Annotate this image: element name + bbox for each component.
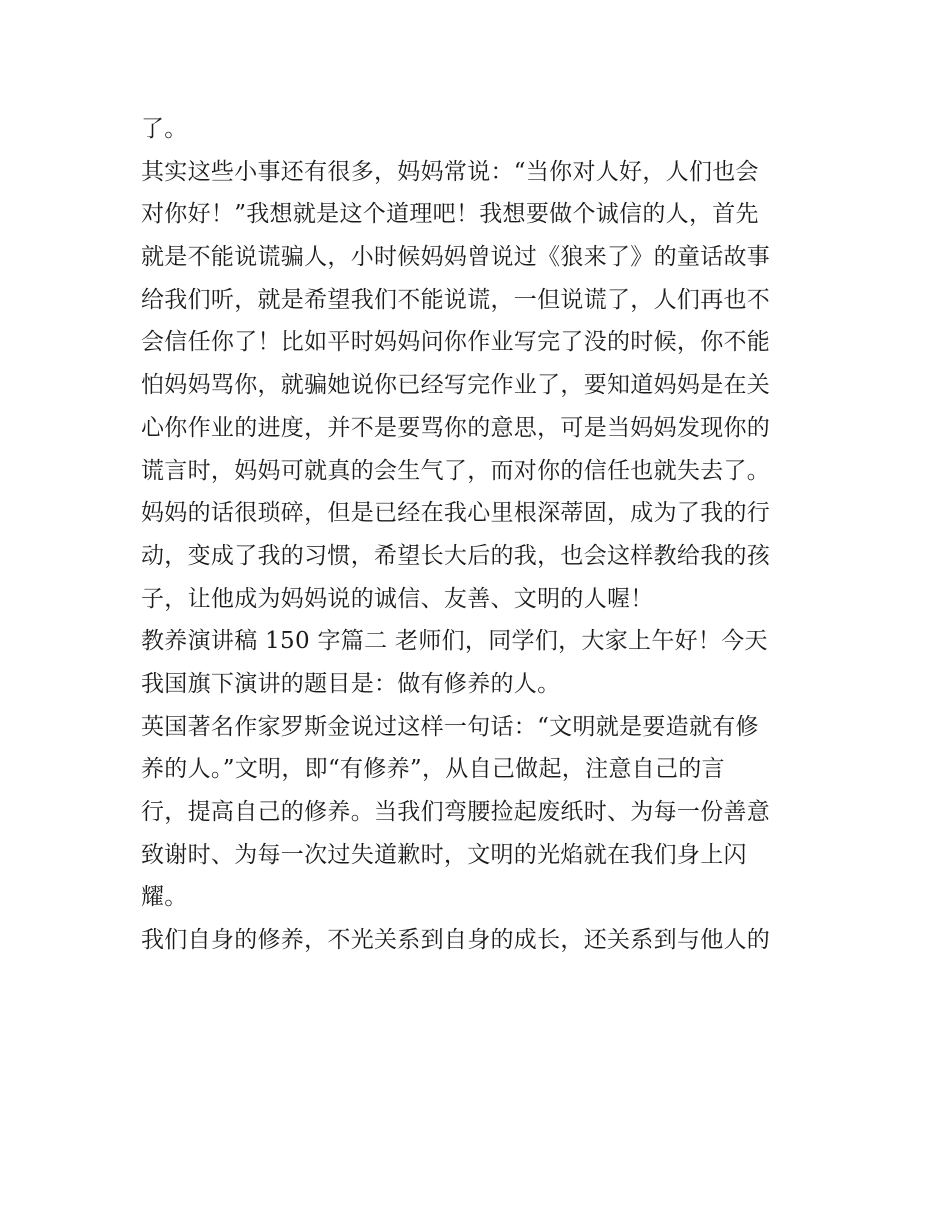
text-line: 了。 <box>141 116 188 142</box>
text-line: 对你好！”我想就是这个道理吧！我想要做个诚信的人，首先 <box>141 201 759 228</box>
text-line: 谎言时，妈妈可就真的会生气了，而对你的信任也就失去了。 <box>141 457 771 484</box>
text-line: 给我们听，就是希望我们不能说谎，一但说谎了，人们再也不 <box>141 286 771 313</box>
text-line: 怕妈妈骂你，就骗她说你已经写完作业了，要知道妈妈是在关 <box>141 372 771 399</box>
text-line: 耀。 <box>141 884 188 911</box>
text-line: 我们自身的修养，不光关系到自身的成长，还关系到与他人的 <box>141 927 771 954</box>
text-line: 我国旗下演讲的题目是：做有修养的人。 <box>141 670 561 697</box>
text-line: 子，让他成为妈妈说的诚信、友善、文明的人喔！ <box>141 585 654 612</box>
text-line: 致谢时、为每一次过失道歉时，文明的光焰就在我们身上闪 <box>141 841 747 868</box>
text-line: 英国著名作家罗斯金说过这样一句话：“文明就是要造就有修 <box>141 713 759 740</box>
text-line: 行，提高自己的修养。当我们弯腰捡起废纸时、为每一份善意 <box>141 799 771 825</box>
text-line: 就是不能说谎骗人，小时候妈妈曾说过《狼来了》的童话故事 <box>141 244 771 271</box>
text-line: 动，变成了我的习惯，希望长大后的我，也会这样教给我的孩 <box>141 542 771 569</box>
text-line: 其实这些小事还有很多，妈妈常说：“当你对人好，人们也会 <box>141 158 759 185</box>
text-line: 妈妈的话很琐碎，但是已经在我心里根深蒂固，成为了我的行 <box>141 500 771 527</box>
text-line: 心你作业的进度，并不是要骂你的意思，可是当妈妈发现你的 <box>141 414 771 441</box>
text-line: 会信任你了！比如平时妈妈问你作业写完了没的时候，你不能 <box>141 329 771 356</box>
text-line: 养的人。”文明，即“有修养”，从自己做起，注意自己的言 <box>141 756 725 783</box>
text-line: 教养演讲稿 150 字篇二 老师们，同学们，大家上午好！今天 <box>141 628 768 655</box>
document-body <box>141 108 821 962</box>
